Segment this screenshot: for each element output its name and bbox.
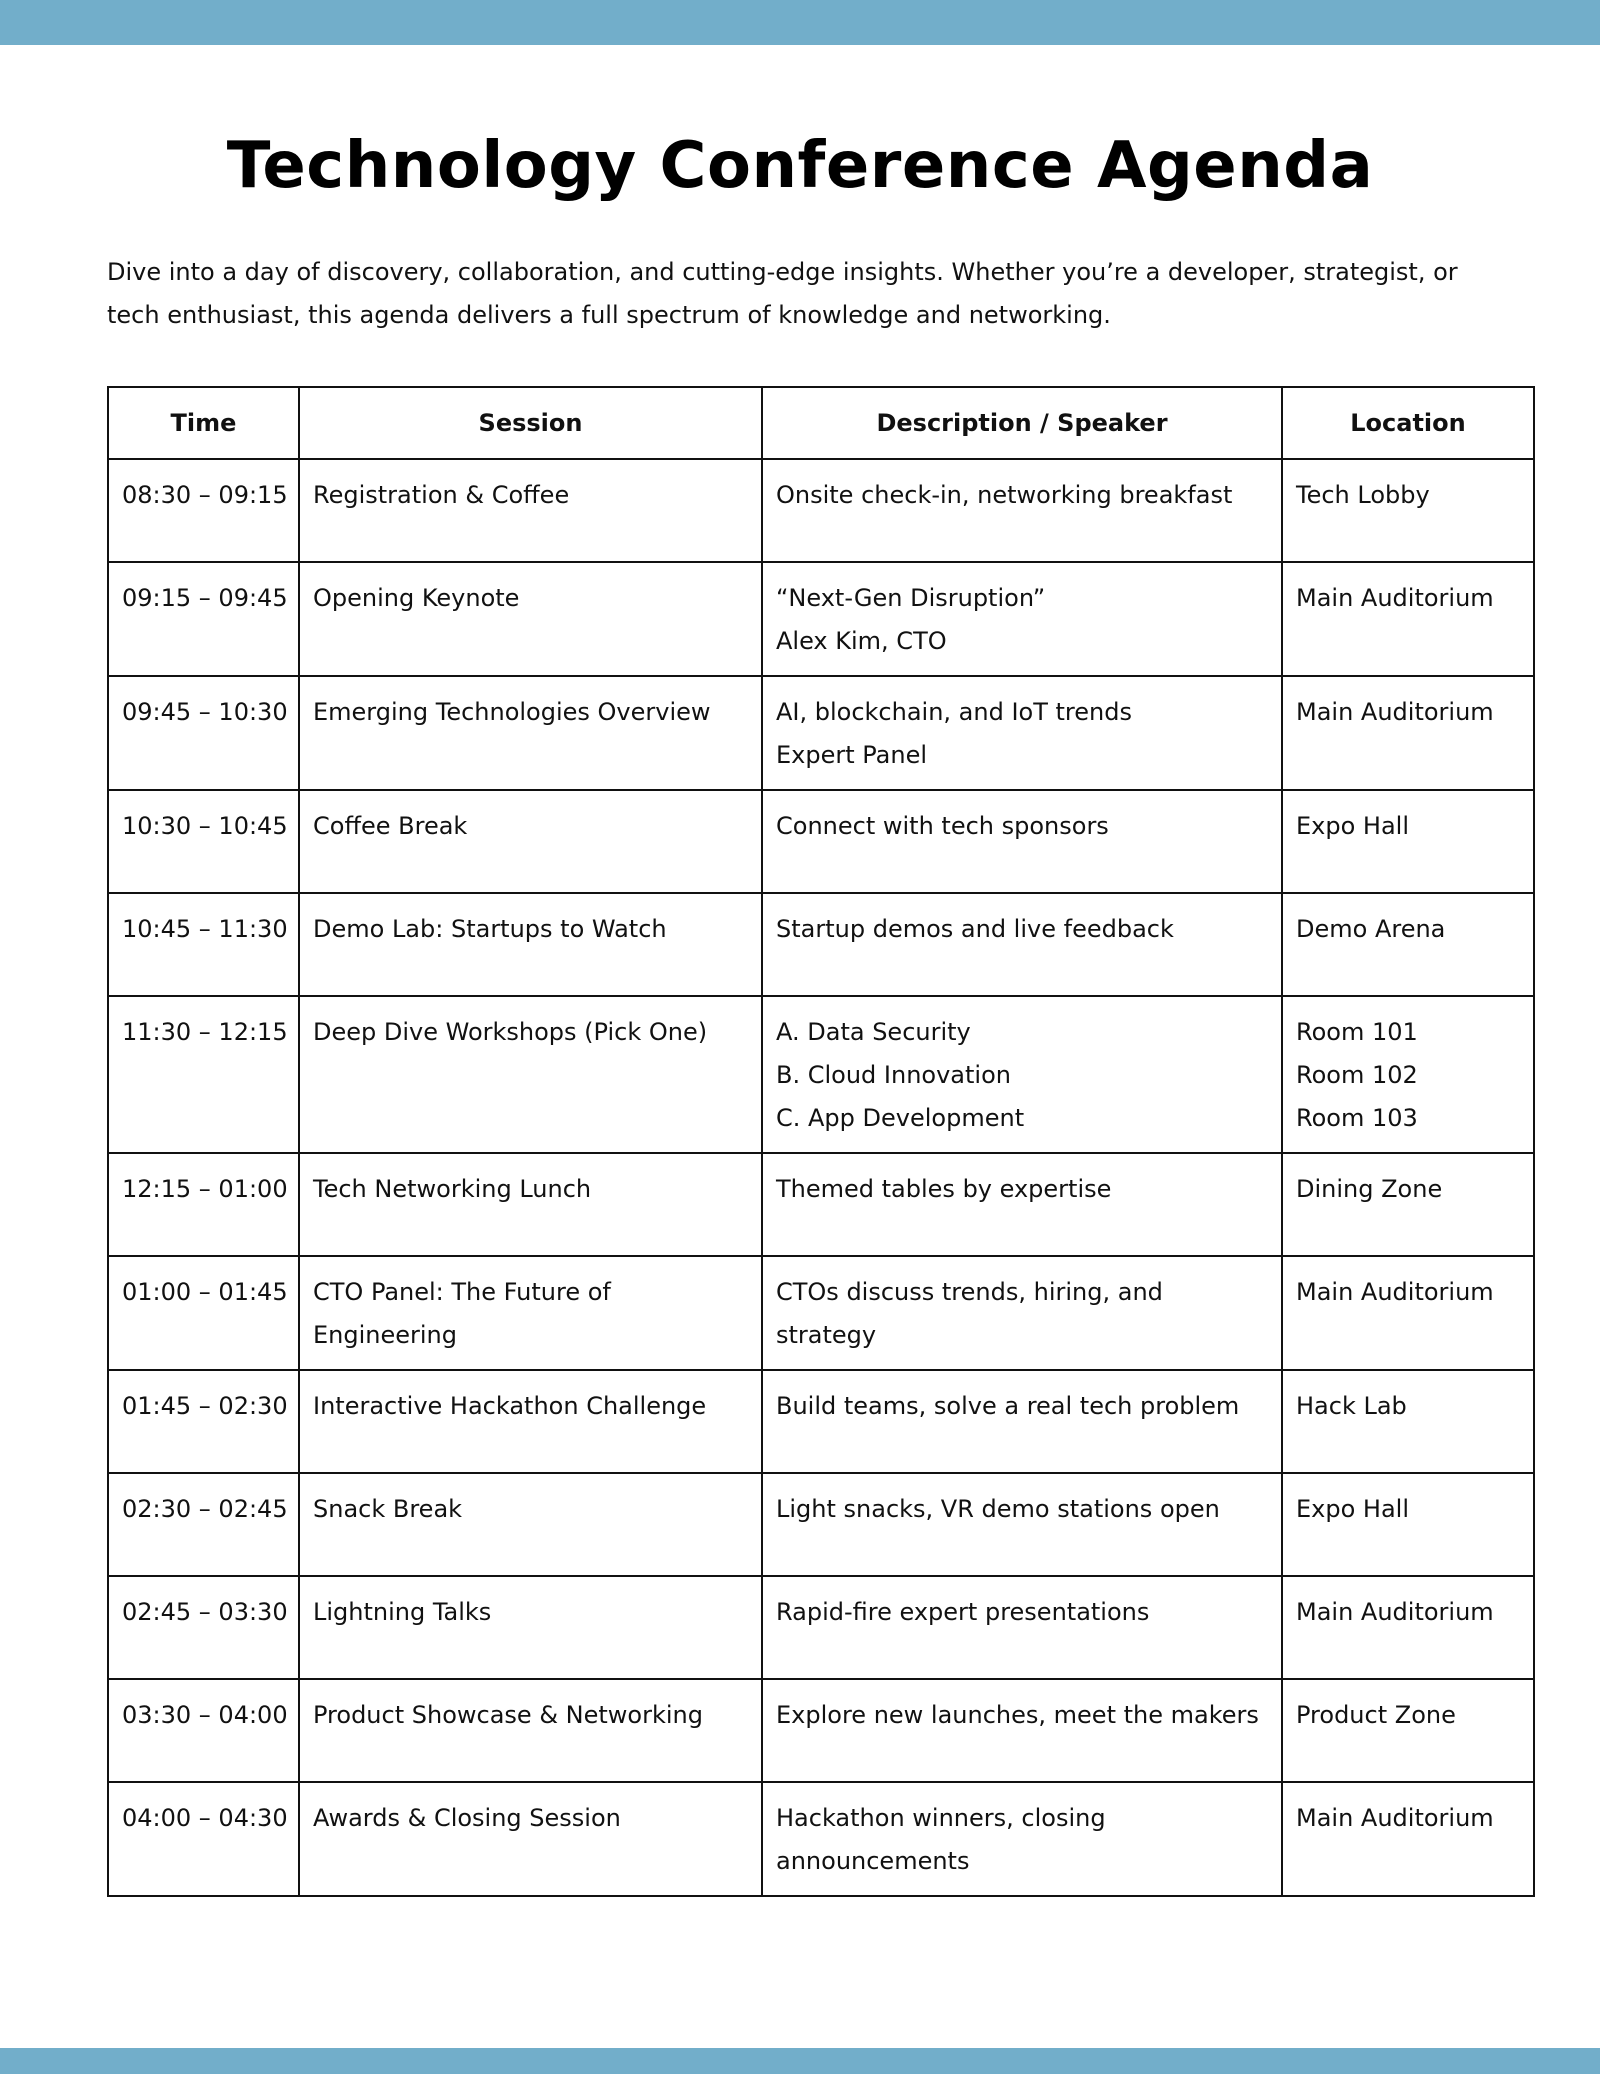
description-line: Hackathon winners, closing announcements [776,1804,1106,1875]
description-line: Startup demos and live feedback [776,915,1174,943]
location-line: Main Auditorium [1296,1278,1494,1306]
session-cell [299,996,762,1153]
location-cell [1282,1782,1534,1896]
agenda-table-body [108,459,1534,1896]
description-line: Explore new launches, meet the makers [776,1701,1259,1729]
time-text: 11:30 – 12:15 [122,1018,288,1046]
table-row [108,1473,1534,1576]
location-cell [1282,996,1534,1153]
description-cell [762,459,1282,562]
time-text: 02:30 – 02:45 [122,1495,288,1523]
description-line: CTOs discuss trends, hiring, and strategy [776,1278,1163,1349]
page-title: Technology Conference Agenda [226,129,1374,203]
table-row [108,790,1534,893]
session-text: Coffee Break [313,812,468,840]
session-cell [299,790,762,893]
session-text: Interactive Hackathon Challenge [313,1392,707,1420]
location-cell [1282,1256,1534,1370]
session-cell [299,1576,762,1679]
location-line: Main Auditorium [1296,698,1494,726]
time-text: 01:00 – 01:45 [122,1278,288,1306]
description-line: Light snacks, VR demo stations open [776,1495,1220,1523]
location-cell [1282,1679,1534,1782]
column-header-time: Time [108,387,299,459]
session-cell [299,893,762,996]
time-cell [108,790,299,893]
location-line: Room 103 [1296,1104,1418,1132]
agenda-table [107,386,1535,1897]
table-row [108,1370,1534,1473]
session-text: Lightning Talks [313,1598,492,1626]
session-cell [299,1256,762,1370]
time-text: 09:15 – 09:45 [122,584,288,612]
description-cell [762,790,1282,893]
session-cell [299,676,762,790]
agenda-table-header [108,387,1534,459]
time-text: 09:45 – 10:30 [122,698,288,726]
location-line: Main Auditorium [1296,1804,1494,1832]
description-line: Expert Panel [776,741,928,769]
description-cell [762,996,1282,1153]
table-row [108,1256,1534,1370]
table-row [108,676,1534,790]
location-line: Expo Hall [1296,812,1410,840]
session-cell [299,1782,762,1896]
time-cell [108,1370,299,1473]
location-cell [1282,893,1534,996]
location-cell [1282,790,1534,893]
description-cell [762,1576,1282,1679]
location-line: Room 101 [1296,1018,1418,1046]
session-text: Product Showcase & Networking [313,1701,703,1729]
table-row [108,893,1534,996]
time-cell [108,893,299,996]
table-row [108,1576,1534,1679]
session-text: Snack Break [313,1495,463,1523]
description-line: Themed tables by expertise [776,1175,1112,1203]
time-text: 12:15 – 01:00 [122,1175,288,1203]
table-row [108,459,1534,562]
session-cell [299,1473,762,1576]
location-line: Main Auditorium [1296,1598,1494,1626]
table-row [108,1679,1534,1782]
time-text: 04:00 – 04:30 [122,1804,288,1832]
location-cell [1282,1473,1534,1576]
description-cell [762,1473,1282,1576]
description-line: Build teams, solve a real tech problem [776,1392,1240,1420]
location-line: Demo Arena [1296,915,1446,943]
description-line: A. Data Security [776,1018,971,1046]
description-line: Alex Kim, CTO [776,627,947,655]
session-text: Deep Dive Workshops (Pick One) [313,1018,708,1046]
session-text: Tech Networking Lunch [313,1175,592,1203]
location-line: Room 102 [1296,1061,1418,1089]
top-accent-band [0,0,1600,45]
location-cell [1282,676,1534,790]
session-cell [299,562,762,676]
location-cell [1282,1153,1534,1256]
description-cell [762,1256,1282,1370]
time-cell [108,1473,299,1576]
time-text: 03:30 – 04:00 [122,1701,288,1729]
description-cell [762,1782,1282,1896]
location-line: Hack Lab [1296,1392,1407,1420]
bottom-accent-band [0,2048,1600,2074]
table-row [108,1782,1534,1896]
description-line: Rapid-fire expert presentations [776,1598,1150,1626]
table-row [108,996,1534,1153]
location-cell [1282,562,1534,676]
location-line: Tech Lobby [1296,481,1430,509]
table-row [108,562,1534,676]
intro-paragraph: Dive into a day of discovery, collaboration, and cutting-edge insights. Whether you’re a developer, strategist, or tech enthusiast, this agenda delivers a full spectrum of knowledge and networking. [107,258,1458,329]
description-line: AI, blockchain, and IoT trends [776,698,1132,726]
time-cell [108,562,299,676]
description-line: B. Cloud Innovation [776,1061,1011,1089]
session-cell [299,1153,762,1256]
time-cell [108,1782,299,1896]
session-text: Registration & Coffee [313,481,570,509]
description-line: C. App Development [776,1104,1025,1132]
session-text: Opening Keynote [313,584,520,612]
session-cell [299,1370,762,1473]
time-text: 10:30 – 10:45 [122,812,288,840]
session-cell [299,459,762,562]
description-cell [762,1679,1282,1782]
column-header-location: Location [1282,387,1534,459]
time-cell [108,1679,299,1782]
table-row [108,1153,1534,1256]
session-text: Emerging Technologies Overview [313,698,711,726]
time-cell [108,1153,299,1256]
time-text: 10:45 – 11:30 [122,915,288,943]
description-cell [762,1153,1282,1256]
time-text: 08:30 – 09:15 [122,481,288,509]
location-cell [1282,1370,1534,1473]
session-text: Awards & Closing Session [313,1804,621,1832]
session-text: Demo Lab: Startups to Watch [313,915,667,943]
description-cell [762,676,1282,790]
location-line: Dining Zone [1296,1175,1443,1203]
time-text: 02:45 – 03:30 [122,1598,288,1626]
location-line: Product Zone [1296,1701,1456,1729]
description-line: Connect with tech sponsors [776,812,1109,840]
time-cell [108,459,299,562]
description-cell [762,893,1282,996]
location-line: Main Auditorium [1296,584,1494,612]
time-cell [108,996,299,1153]
column-header-session: Session [299,387,762,459]
column-header-description: Description / Speaker [762,387,1282,459]
session-cell [299,1679,762,1782]
time-cell [108,1256,299,1370]
description-line: Onsite check-in, networking breakfast [776,481,1233,509]
session-text: CTO Panel: The Future of Engineering [313,1278,611,1349]
location-cell [1282,1576,1534,1679]
description-line: “Next-Gen Disruption” [776,584,1046,612]
time-text: 01:45 – 02:30 [122,1392,288,1420]
time-cell [108,1576,299,1679]
time-cell [108,676,299,790]
description-cell [762,1370,1282,1473]
location-cell [1282,459,1534,562]
location-line: Expo Hall [1296,1495,1410,1523]
description-cell [762,562,1282,676]
header-row [108,387,1534,459]
